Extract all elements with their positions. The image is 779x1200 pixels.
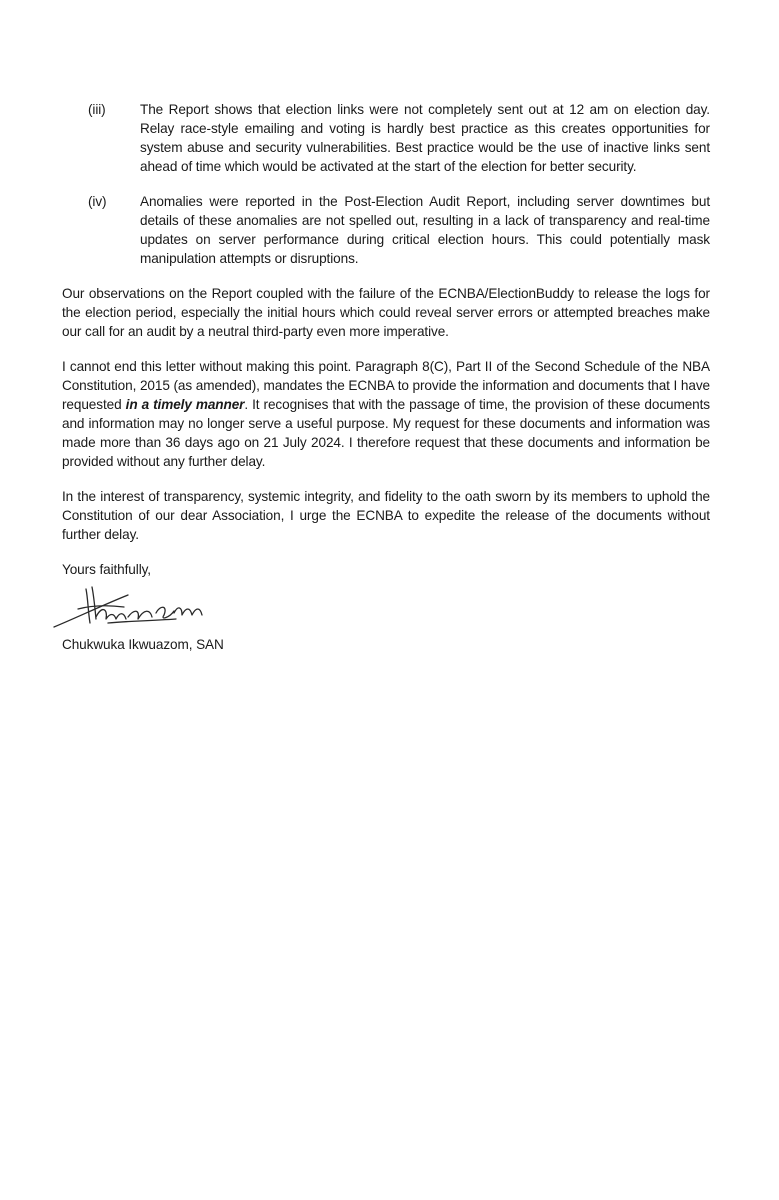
list-item-number: (iii)	[88, 102, 106, 117]
paragraph-observations: Our observations on the Report coupled with the failure of the ECNBA/ElectionBuddy to release the logs for the election period, especially the initial hours which could reveal server errors or attempted breaches make our call for an audit by a neutral third-party even more imperative.	[62, 286, 710, 339]
paragraph-timely	[62, 357, 710, 471]
signature-image	[48, 583, 218, 633]
paragraph-timely-part2: . It recognises that with the passage of time, the provision of these documents and information may no longer serve a useful purpose. My request for these documents and information was made more than 36 days ago on 21 July 2024. I therefore request that these documents and information be provided without any further delay.	[62, 397, 710, 469]
closing-salutation: Yours faithfully,	[62, 562, 151, 577]
paragraph-timely-emphasis: in a timely manner	[125, 397, 245, 412]
list-item-iii	[62, 100, 710, 176]
paragraph-timely-part1: I cannot end this letter without making this point. Paragraph 8(C), Part II of the Second Schedule of the NBA Constitution, 2015 (as amended), mandates the ECNBA to provide the information and documents that I have requested	[62, 359, 710, 412]
letter-page	[62, 100, 710, 654]
list-item-number: (iv)	[88, 194, 107, 209]
list-item-text: The Report shows that election links were not completely sent out at 12 am on election day. Relay race-style emailing and voting is hardly best practice as this creates opportunities for system abuse and security vulnerabilities. Best practice would be the use of inactive links sent ahead of time which would be activated at the start of the election for better security.	[140, 102, 710, 174]
paragraph-interest: In the interest of transparency, systemic integrity, and fidelity to the oath sworn by its members to uphold the Constitution of our dear Association, I urge the ECNBA to expedite the release of the documents without further delay.	[62, 489, 710, 542]
signer-name: Chukwuka Ikwuazom, SAN	[62, 637, 224, 652]
list-item-text: Anomalies were reported in the Post-Election Audit Report, including server downtimes but details of these anomalies are not spelled out, resulting in a lack of transparency and real-time updates on server performance during critical election hours. This could potentially mask manipulation attempts or disruptions.	[140, 194, 710, 266]
list-item-iv	[62, 192, 710, 268]
